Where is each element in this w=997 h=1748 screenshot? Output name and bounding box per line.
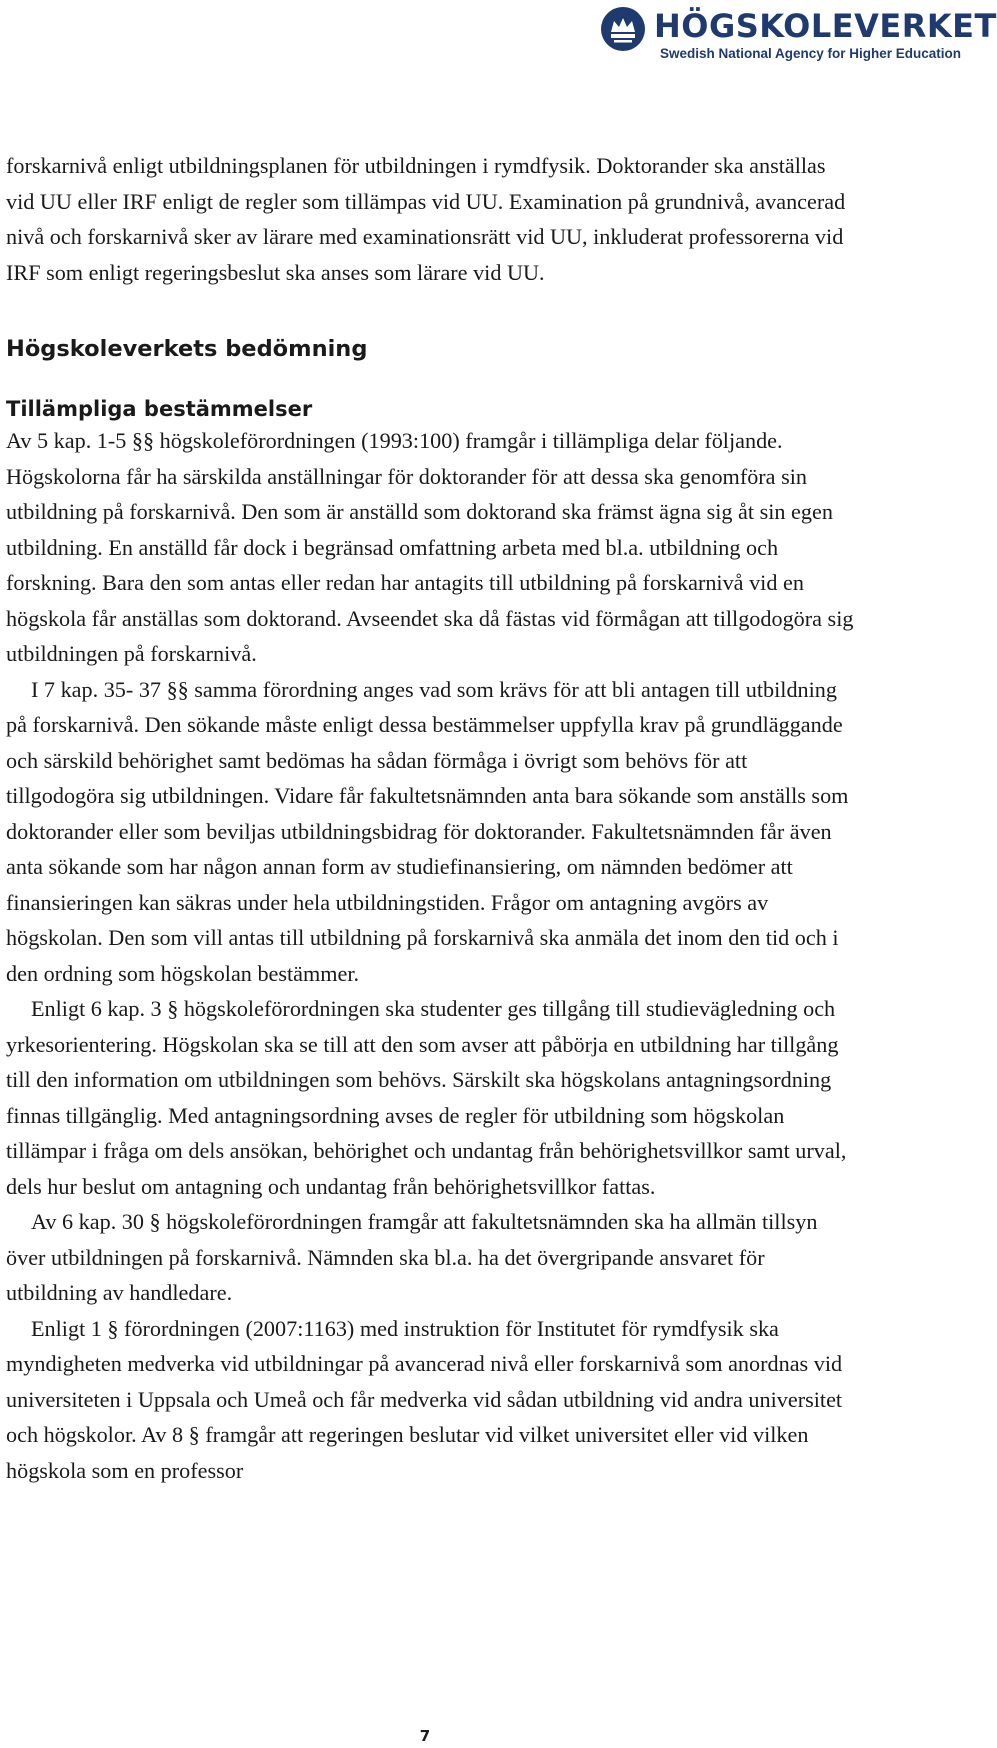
subsection-heading: Tillämpliga bestämmelser	[6, 397, 313, 421]
crown-emblem-icon	[600, 6, 646, 52]
paragraph-guidance: Enligt 6 kap. 3 § högskoleförordningen ska studenter ges tillgång till studievägledning och yrkesorientering. Högskolan ska se till att den som avser att påbörja en utbildning har tillgång till den information om utbildningen som behövs. Särskilt ska högskolans antagningsordning finnas tillgänglig. Med antagningsordning avses de regler för utbildning som högskolan tillämpar i fråga om dels ansökan, behörighet och undantag från behörighetsvillkor samt urval, dels hur beslut om antagning och undantag från behörighetsvillkor fattas.	[6, 996, 847, 1199]
section-heading: Högskoleverkets bedömning	[6, 336, 368, 362]
page-header	[0, 0, 997, 70]
logo-tagline: Swedish National Agency for Higher Education	[660, 46, 962, 61]
paragraph-employment: Av 5 kap. 1-5 §§ högskoleförordningen (1993:100) framgår i tillämpliga delar följande. Högskolorna får ha särskilda anställningar för doktorander för att dessa ska genomföra sin utbildning på forskarnivå. Den som är anställd som doktorand ska främst ägna sig åt sin egen utbildning. En anställd får dock i begränsad omfattning arbeta med bl.a. utbildning och forskning. Bara den som antas eller redan har antagits till utbildning på forskarnivå vid en högskola får anställas som doktorand. Avseendet ska då fästas vid förmågan att tillgodogöra sig utbildningen på forskarnivå.	[6, 428, 854, 666]
document-body	[6, 148, 856, 1488]
logo-name: HÖGSKOLEVERKET	[654, 7, 997, 45]
paragraph-supervision: Av 6 kap. 30 § högskoleförordningen framgår att fakultetsnämnden ska ha allmän tillsyn över utbildningen på forskarnivå. Nämnden ska bl.a. ha det övergripande ansvaret för utbildning av handledare.	[6, 1209, 818, 1305]
paragraph-irf-instruction: Enligt 1 § förordningen (2007:1163) med instruktion för Institutet för rymdfysik ska myndigheten medverka vid utbildningar på avancerad nivå eller forskarnivå som anordnas vid universiteten i Uppsala och Umeå och får medverka vid sådan utbildning vid andra universitet och högskolor. Av 8 § framgår att regeringen beslutar vid vilket universitet eller vid vilken högskola som en professor	[6, 1315, 843, 1483]
intro-paragraph: forskarnivå enligt utbildningsplanen för utbildningen i rymdfysik. Doktorander ska anställas vid UU eller IRF enligt de regler som tillämpas vid UU. Examination på grundnivå, avancerad nivå och forskarnivå sker av lärare med examinationsrätt vid UU, inkluderat professorerna vid IRF som enligt regeringsbeslut ska anses som lärare vid UU.	[6, 153, 846, 285]
paragraph-admission: I 7 kap. 35- 37 §§ samma förordning anges vad som krävs för att bli antagen till utbildning på forskarnivå. Den sökande måste enligt dessa bestämmelser uppfylla krav på grundläggande och särskild behörighet samt bedömas ha sådan förmåga i övrigt som behövs för att tillgodogöra sig utbildningen. Vidare får fakultetsnämnden anta bara sökande som anställs som doktorander eller som beviljas utbildningsbidrag för doktorander. Fakultetsnämnden får även anta sökande som har någon annan form av studiefinansiering, om nämnden bedömer att finansieringen kan säkras under hela utbildningstiden. Frågor om antagning avgörs av högskolan. Den som vill antas till utbildning på forskarnivå ska anmäla det inom den tid och i den ordning som högskolan bestämmer.	[6, 676, 849, 986]
page-number: 7	[419, 1727, 431, 1745]
hogskoleverket-logo	[600, 6, 997, 64]
